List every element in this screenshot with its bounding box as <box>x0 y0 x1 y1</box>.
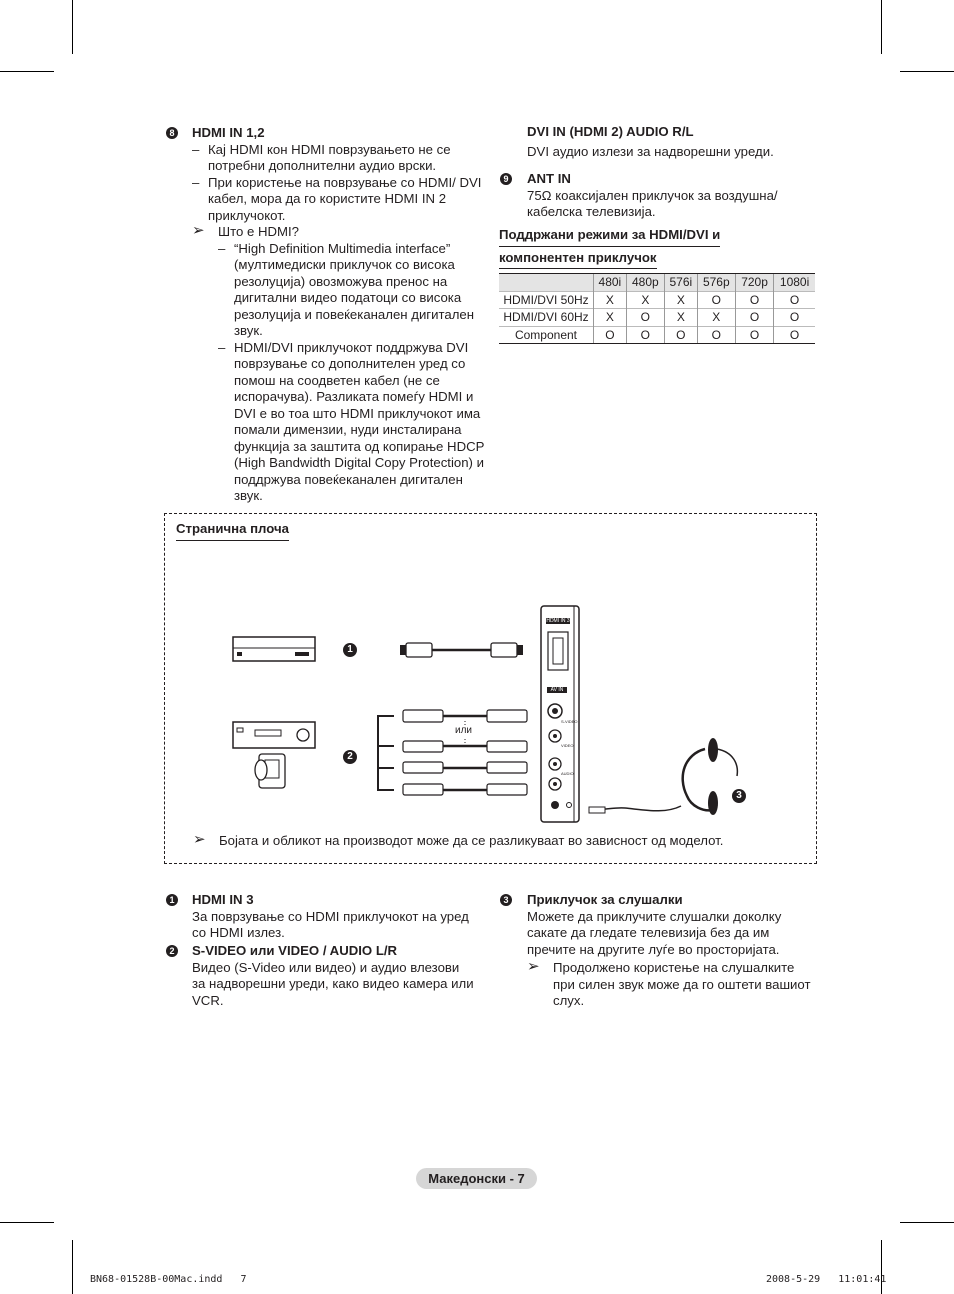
ant-in-section <box>500 171 800 221</box>
headphone-section <box>500 892 815 1010</box>
table-row <box>499 309 815 327</box>
section-text: Можете да приклучите слушалки доколку сакате да гледате телевизија без да им пречите на другите луѓе во просторијата. <box>527 908 782 957</box>
table-cell: O <box>735 326 773 344</box>
bullet-text: Кај HDMI кон HDMI поврзувањето не се потребни дополнителни аудио врски. <box>208 141 451 173</box>
sub-bullet-text: “High Definition Multimedia interface” (мултимедиски приклучок со висока резолуција) овозможува пренос на дигитални видео податоци со висока резолуција и повеќеканален дигитален звук. <box>234 240 475 338</box>
section-title: HDMI IN 1,2 <box>192 125 265 140</box>
sub-bullet-text: HDMI/DVI приклучокот поддржува DVI поврзување со дополнителен уред со помош на соодветен кабел (не се испорачува). Разликата помеѓу HDMI и DVI е во тоа што HDMI приклучокот има помали димензии, нуди инсталирана функција за заштита од копирање HDCP (High Bandwidth Digital Copy Protection) и поддржува повеќеканален дигитален звук. <box>234 339 485 503</box>
audio-port-label: AUDIO <box>561 771 574 776</box>
table-cell: X <box>594 309 627 327</box>
crop-mark <box>900 1222 954 1223</box>
item-number-badge: 3 <box>500 894 512 906</box>
table-cell: O <box>626 326 664 344</box>
hdmi-in-section <box>166 125 486 505</box>
table-header-cell: 576p <box>697 274 735 292</box>
table-cell: O <box>735 309 773 327</box>
badge-1-label: 1 <box>347 644 353 655</box>
table-cell: HDMI/DVI 60Hz <box>499 309 594 327</box>
table-cell: HDMI/DVI 50Hz <box>499 291 594 309</box>
av-in-label: AV IN <box>550 687 564 693</box>
s-video-cable <box>403 710 527 722</box>
table-cell: O <box>664 326 697 344</box>
bullet-text: При користење на поврзување со HDMI/ DVI кабел, мора да го користите HDMI IN 2 приклучокот. <box>208 174 482 223</box>
table-cell: O <box>774 291 815 309</box>
hdmi-port-label: HDMI IN 3 <box>546 618 570 624</box>
sub-bullet-item <box>218 241 486 340</box>
table-cell: Component <box>499 326 594 344</box>
arrow-icon: ➢ <box>193 831 206 848</box>
vcr-icon <box>233 722 315 748</box>
panel-note <box>193 833 819 850</box>
crop-mark <box>881 0 882 54</box>
page-number-tab: Македонски - 7 <box>416 1168 537 1189</box>
panel-note-text: Бојата и обликот на производот може да се разликуваат во зависност од моделот. <box>219 833 724 848</box>
note-title: Што е HDMI? <box>218 224 300 239</box>
table-header-cell: 1080i <box>774 274 815 292</box>
table-cell: O <box>594 326 627 344</box>
section-text: Видео (S-Video или видео) и аудио влезови за надворешни уреди, како видео камера или VCR. <box>192 959 474 1008</box>
or-label: или <box>455 725 473 736</box>
crop-mark <box>900 71 954 72</box>
side-panel-box <box>164 513 817 864</box>
table-cell: O <box>697 291 735 309</box>
cable-group-bracket <box>378 716 394 790</box>
bullet-item <box>192 142 486 175</box>
s-video-section <box>166 943 476 1009</box>
table-cell: X <box>626 291 664 309</box>
table-header-cell: 480i <box>594 274 627 292</box>
arrow-icon: ➢ <box>192 222 205 239</box>
hdmi-in-3-section <box>166 892 476 942</box>
table-header-cell: 720p <box>735 274 773 292</box>
table-header-cell: 576i <box>664 274 697 292</box>
video-port-label: VIDEO <box>561 743 574 748</box>
s-video-port-label: S-VIDEO <box>561 719 578 724</box>
modes-table <box>499 273 815 344</box>
crop-mark <box>72 0 73 54</box>
section-title: HDMI IN 3 <box>192 892 254 907</box>
heading-line: компонентен приклучок <box>499 250 657 270</box>
heading-line: Поддржани режими за HDMI/DVI и <box>499 227 720 247</box>
section-title: Приклучок за слушалки <box>527 892 683 907</box>
badge-3-label: 3 <box>736 790 742 801</box>
table-header-row <box>499 274 815 292</box>
table-cell: X <box>664 309 697 327</box>
note-text: Продолжено користење на слушалките при силен звук може да го оштети вашиот слух. <box>553 960 811 1008</box>
badge-2-label: 2 <box>347 751 353 762</box>
section-text: DVI аудио излези за надворешни уреди. <box>527 143 774 159</box>
section-title: ANT IN <box>527 171 571 186</box>
table-cell: O <box>774 326 815 344</box>
dvi-audio-section <box>527 124 817 160</box>
crop-mark <box>0 1222 54 1223</box>
crop-mark <box>72 1240 73 1294</box>
item-number-badge: 2 <box>166 945 178 957</box>
table-row <box>499 326 815 344</box>
section-text: За поврзување со HDMI приклучокот на уред со HDMI излез. <box>192 908 469 940</box>
table-header-cell <box>499 274 594 292</box>
rca-audio-cable <box>403 762 527 773</box>
connection-diagram <box>165 514 816 863</box>
file-slug: BN68-01528B-00Mac.indd 7 <box>90 1274 247 1285</box>
item-number-badge: 1 <box>166 894 178 906</box>
hdmi-cable <box>400 643 523 657</box>
table-cell: O <box>697 326 735 344</box>
camcorder-icon <box>255 754 285 788</box>
section-title: DVI IN (HDMI 2) AUDIO R/L <box>527 124 694 139</box>
table-cell: O <box>774 309 815 327</box>
table-cell: X <box>697 309 735 327</box>
table-cell: X <box>664 291 697 309</box>
crop-mark <box>0 71 54 72</box>
item-number-badge: 9 <box>500 173 512 185</box>
date-slug: 2008-5-29 11:01:41 <box>766 1274 887 1285</box>
note <box>527 960 815 1010</box>
arrow-icon: ➢ <box>527 958 540 975</box>
modes-heading <box>499 227 819 269</box>
rca-audio-cable <box>403 784 527 795</box>
bullet-item <box>192 175 486 225</box>
table-cell: O <box>626 309 664 327</box>
note <box>192 224 486 505</box>
section-title: S-VIDEO или VIDEO / AUDIO L/R <box>192 943 398 958</box>
item-number-badge: 8 <box>166 127 178 139</box>
table-row <box>499 291 815 309</box>
panel-title: Странична плоча <box>176 521 289 541</box>
table-cell: X <box>594 291 627 309</box>
table-header-cell: 480p <box>626 274 664 292</box>
dvd-player-icon <box>233 637 315 661</box>
headphones-icon <box>589 738 737 815</box>
tv-side-panel <box>541 606 579 822</box>
sub-bullet-item <box>218 340 486 505</box>
section-text: 75Ω коаксијален приклучок за воздушна/ кабелска телевизија. <box>527 187 778 219</box>
table-cell: O <box>735 291 773 309</box>
